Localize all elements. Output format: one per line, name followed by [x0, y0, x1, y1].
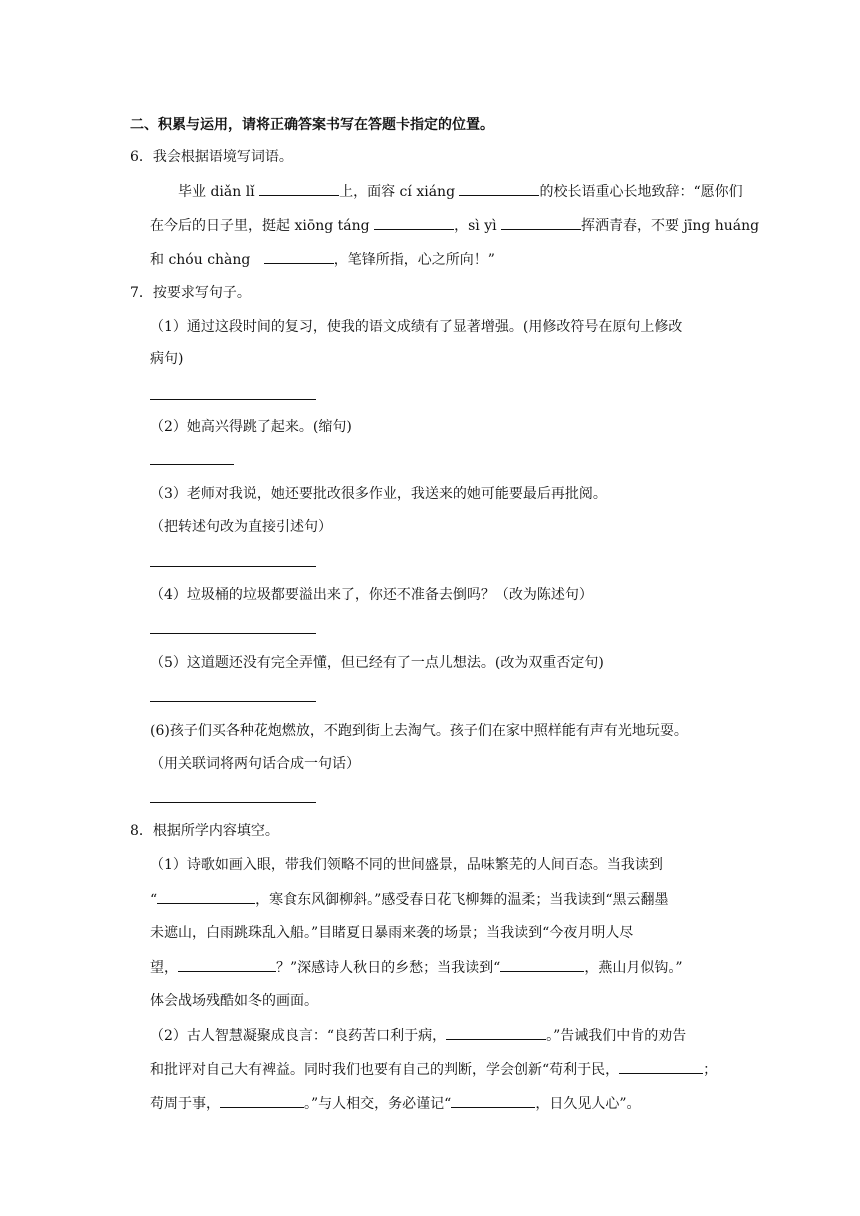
q8-p2-line-2 — [150, 1060, 717, 1079]
answer-blank[interactable] — [157, 890, 255, 904]
q6-text: 在今后的日子里，挺起 xiōng táng — [150, 218, 375, 234]
q8-text: 望， — [150, 960, 178, 976]
answer-line[interactable] — [150, 566, 316, 567]
q7-item-1: （1）通过这段时间的复习，使我的语文成绩有了显著增强。(用修改符号在原句上修改 — [150, 319, 683, 335]
q8-text: ； — [703, 1062, 718, 1078]
answer-blank[interactable] — [446, 1026, 546, 1040]
q7-item-6: (6)孩子们买各种花炮燃放，不跑到街上去淘气。孩子们在家中照样能有声有光地玩耍。 — [150, 723, 688, 739]
q6-text: 的校长语重心长地致辞：“愿你们 — [539, 184, 743, 200]
answer-line[interactable] — [150, 464, 234, 465]
q8-text: 和批评对自己大有裨益。同时我们也要有自己的判断，学会创新“苟利于民， — [150, 1062, 620, 1078]
answer-blank[interactable] — [374, 216, 454, 230]
q6-line-1 — [178, 182, 743, 201]
answer-blank[interactable] — [220, 1094, 304, 1108]
q6-text: 上，面容 cí xiáng — [339, 184, 460, 200]
q7-title: 7．按要求写句子。 — [130, 285, 251, 301]
q8-p1-line-5: 体会战场残酷如冬的画面。 — [150, 993, 318, 1009]
answer-blank[interactable] — [500, 958, 584, 972]
answer-blank[interactable] — [619, 1060, 703, 1074]
answer-blank[interactable] — [259, 182, 339, 196]
q8-p2-line-3 — [150, 1094, 641, 1113]
answer-line[interactable] — [150, 701, 316, 702]
answer-line[interactable] — [150, 399, 316, 400]
q6-text: 毕业 diǎn lǐ — [178, 184, 260, 200]
q8-text: ，寒食东风御柳斜。”感受春日花飞柳舞的温柔；当我读到“黑云翻墨 — [255, 892, 669, 908]
q8-text: ，日久见人心”。 — [535, 1096, 641, 1112]
q8-text: ，燕山月似钩。” — [584, 960, 683, 976]
q8-p1-line-2 — [150, 890, 669, 909]
q7-item-4: （4）垃圾桶的垃圾都要溢出来了，你还不准备去倒吗？（改为陈述句） — [150, 587, 593, 603]
q7-item-3-cont: （把转述句改为直接引述句） — [150, 519, 332, 535]
q6-title: 6．我会根据语境写词语。 — [130, 149, 293, 165]
q8-text: （2）古人智慧凝聚成良言：“良药苦口利于病， — [150, 1028, 447, 1044]
q7-item-2: （2）她高兴得跳了起来。(缩句) — [150, 419, 352, 435]
q8-text: “ — [150, 892, 158, 908]
q7-item-1-cont: 病句) — [150, 351, 184, 367]
q6-text: ，sì yì — [454, 218, 502, 234]
q7-item-3: （3）老师对我说，她还要批改很多作业，我送来的她可能要最后再批阅。 — [150, 486, 607, 502]
section-title: 二、积累与运用，请将正确答案书写在答题卡指定的位置。 — [130, 117, 494, 133]
answer-blank[interactable] — [264, 250, 334, 264]
q6-line-2 — [150, 216, 759, 235]
q8-p2-line-1 — [150, 1026, 686, 1045]
q6-text: 和 chóu chàng — [150, 252, 251, 268]
q6-text: 挥洒青春，不要 jīng huáng — [581, 218, 760, 234]
q7-item-5: （5）这道题还没有完全弄懂，但已经有了一点儿想法。(改为双重否定句) — [150, 655, 604, 671]
q8-title: 8．根据所学内容填空。 — [130, 823, 279, 839]
answer-line[interactable] — [150, 633, 316, 634]
q8-text: 。”告诫我们中肯的劝告 — [546, 1028, 687, 1044]
q8-p1-line-3: 未遮山，白雨跳珠乱入船。”目睹夏日暴雨来袭的场景；当我读到“今夜月明人尽 — [150, 925, 634, 941]
q6-line-3 — [150, 250, 495, 269]
q6-text: ，笔锋所指，心之所向！” — [333, 252, 495, 268]
answer-blank[interactable] — [459, 182, 539, 196]
answer-line[interactable] — [150, 802, 316, 803]
answer-blank[interactable] — [178, 958, 276, 972]
answer-blank[interactable] — [451, 1094, 535, 1108]
q8-p1-line-1: （1）诗歌如画入眼，带我们领略不同的世间盛景，品味繁芜的人间百态。当我读到 — [150, 857, 663, 873]
answer-blank[interactable] — [501, 216, 581, 230]
q8-text: 。”与人相交，务必谨记“ — [304, 1096, 452, 1112]
q8-text: ？”深感诗人秋日的乡愁；当我读到“ — [276, 960, 501, 976]
q8-p1-line-4 — [150, 958, 683, 977]
q7-item-6-cont: （用关联词将两句话合成一句话） — [150, 756, 360, 772]
q8-text: 苟周于事， — [150, 1096, 220, 1112]
